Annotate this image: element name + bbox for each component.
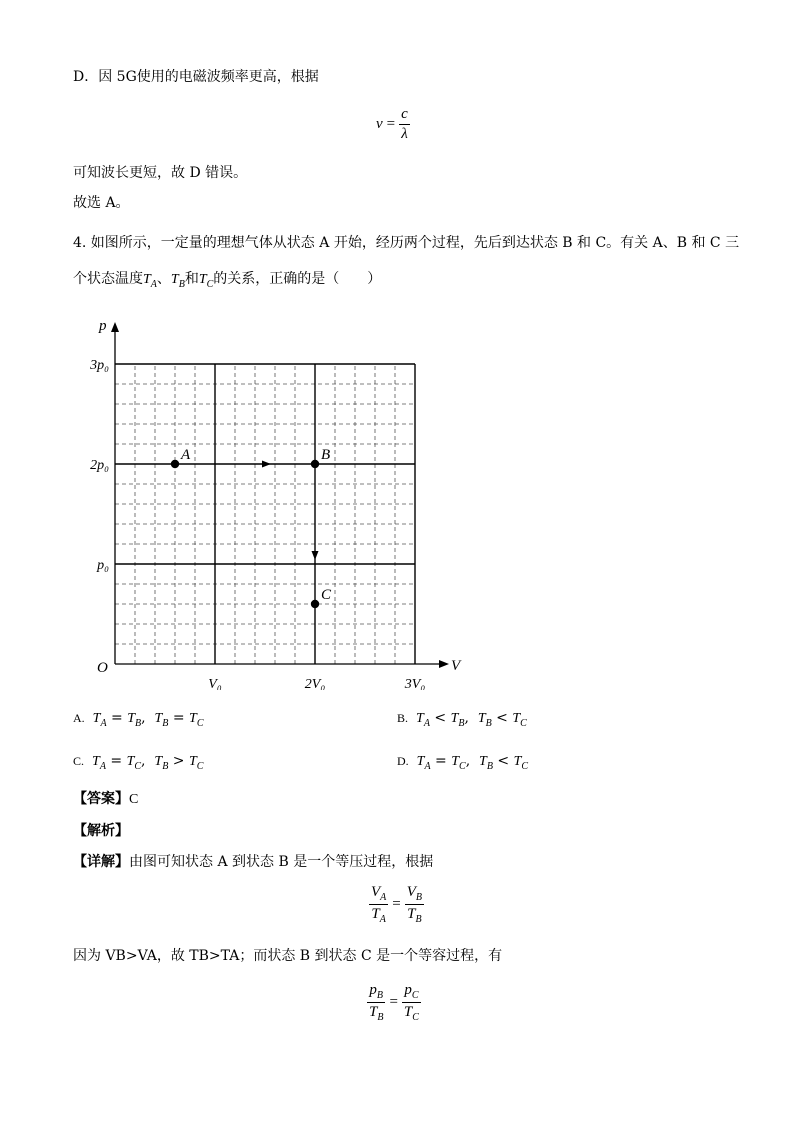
detail-text: 由图可知状态 A 到状态 B 是一个等压过程，根据 bbox=[129, 854, 434, 870]
analysis-tag: 【解析】 bbox=[73, 823, 129, 839]
point-label-A: A bbox=[181, 447, 191, 463]
formula-frequency bbox=[376, 106, 410, 142]
formula-nu: ν bbox=[376, 115, 383, 132]
point-B bbox=[311, 460, 319, 468]
option-d-text: D．因 5G使用的电磁波频率更高，根据 bbox=[73, 69, 319, 85]
because-line: 因为 VB>VA，故 TB>TA；而状态 B 到状态 C 是一个等容过程，有 bbox=[73, 948, 503, 964]
frac-pc-tc: $\frac{p_C}{T_C}$ bbox=[403, 982, 419, 1023]
formula-denominator: λ bbox=[401, 125, 408, 142]
formula-equals: = bbox=[386, 115, 396, 132]
process-arrow-AB bbox=[262, 461, 271, 468]
point-C bbox=[311, 600, 319, 608]
formula-fraction bbox=[399, 106, 410, 142]
question-line-2 bbox=[73, 268, 381, 290]
frac-pb-tb: $\frac{p_B}{T_B}$ bbox=[369, 982, 384, 1023]
answer-line bbox=[73, 788, 138, 808]
option-d: D. $T_A = T_C$, $T_B < T_C$ bbox=[397, 753, 529, 772]
choose-answer: 故选 A。 bbox=[73, 195, 130, 211]
x-tick-label: V₀ bbox=[208, 677, 222, 690]
y-axis-arrow bbox=[111, 322, 119, 332]
q-and: 和 bbox=[184, 271, 199, 287]
wave-conclusion: 可知波长更短，故 D 错误。 bbox=[73, 165, 248, 181]
formula-gay-lussac bbox=[367, 982, 421, 1023]
y-axis-label: p bbox=[99, 318, 107, 334]
q-TA: $T_A$ bbox=[143, 272, 157, 290]
process-arrow-BC bbox=[312, 551, 319, 560]
point-label-C: C bbox=[321, 587, 332, 603]
detail-tag: 【详解】 bbox=[73, 854, 129, 870]
point-A bbox=[171, 460, 179, 468]
y-tick-label: 3p₀ bbox=[90, 358, 109, 373]
answer-value: C bbox=[129, 792, 139, 807]
option-a: A. $T_A = T_B$, $T_B = T_C$ bbox=[73, 710, 204, 729]
x-tick-label: 2V₀ bbox=[304, 677, 326, 690]
detail-line bbox=[73, 851, 433, 871]
y-tick-label: 2p₀ bbox=[90, 458, 109, 473]
x-axis-arrow bbox=[439, 660, 449, 668]
option-b: B. $T_A < T_B$, $T_B < T_C$ bbox=[397, 710, 527, 729]
formula3-equals: = bbox=[389, 994, 398, 1010]
q-text-pre: 个状态温度 bbox=[73, 271, 143, 287]
answer-tag: 【答案】 bbox=[73, 791, 129, 807]
option-c: C. $T_A = T_C$, $T_B > T_C$ bbox=[73, 753, 204, 772]
frac-vb-tb: $\frac{V_B}{T_B}$ bbox=[406, 884, 423, 925]
x-axis-label: V bbox=[451, 658, 461, 674]
frac-va-ta: $\frac{V_A}{T_A}$ bbox=[371, 884, 387, 925]
origin-label: O bbox=[97, 660, 108, 676]
q-sep: 、 bbox=[156, 271, 171, 287]
question-line-1: 4. 如图所示，一定量的理想气体从状态 A 开始，经历两个过程，先后到达状态 B 和 C。有关 A、B 和 C 三 bbox=[73, 235, 740, 251]
pv-chart bbox=[80, 310, 480, 690]
q-TB: $T_B$ bbox=[170, 272, 185, 290]
point-label-B: B bbox=[321, 447, 331, 463]
formula-numerator: c bbox=[399, 106, 410, 125]
q-TC: $T_C$ bbox=[198, 272, 214, 290]
formula2-equals: = bbox=[392, 896, 401, 912]
q-text-post: 的关系，正确的是（ ） bbox=[213, 271, 382, 287]
x-tick-label: 3V₀ bbox=[404, 677, 426, 690]
formula-charles bbox=[369, 884, 424, 925]
y-tick-label: p₀ bbox=[97, 558, 109, 573]
